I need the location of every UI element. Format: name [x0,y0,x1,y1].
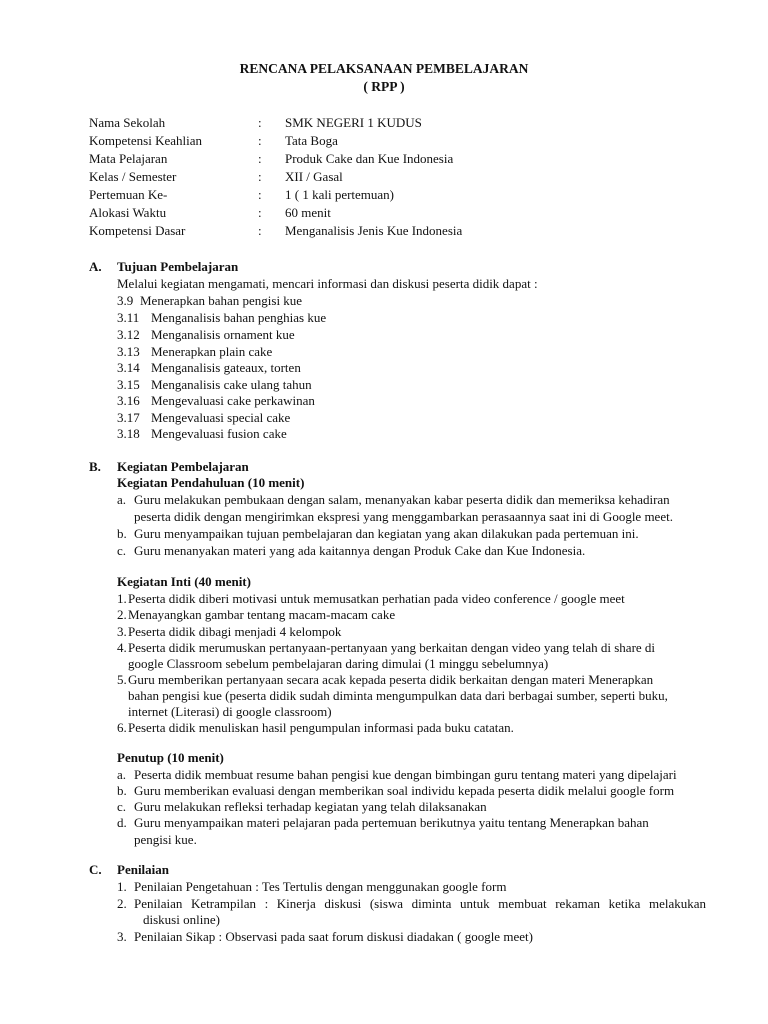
list-item-line: Peserta didik membuat resume bahan pengisi kue dengan bimbingan guru tentang materi yang dipelajari [134,767,677,782]
list-item-line: Peserta didik menuliskan hasil pengumpulan informasi pada buku catatan. [128,720,514,735]
list-item-line: peserta didik dengan mengirimkan ekspresi yang menggambarkan perasaannya saat ini di Google meet. [134,509,673,524]
identity-value: SMK NEGERI 1 KUDUS [285,115,422,130]
identity-colon: : [258,223,262,238]
list-marker: 1. [117,591,127,606]
list-marker: a. [117,767,127,782]
list-item-line: Guru memberikan evaluasi dengan memberikan soal individu kepada peserta didik melalui google form [134,783,675,798]
section-letter: C. [89,862,102,877]
objective-text: Menganalisis ornament kue [151,327,295,342]
list-item-line: Peserta didik merumuskan pertanyaan-pertanyaan yang berkaitan dengan video yang telah di share di [128,640,656,655]
list-item-line: internet (Literasi) di google classroom) [128,704,332,719]
objective-text: Mengevaluasi special cake [151,410,291,425]
list-marker: c. [117,543,127,558]
section-intro: Melalui kegiatan mengamati, mencari informasi dan diskusi peserta didik dapat : [117,276,538,291]
identity-colon: : [258,169,262,184]
list-item-line: Guru melakukan refleksi terhadap kegiatan yang telah dilaksanakan [134,799,487,814]
list-item-line: Guru menanyakan materi yang ada kaitannya dengan Produk Cake dan Kue Indonesia. [134,543,586,558]
list-item-line: bahan pengisi kue (peserta didik sudah diminta mengumpulkan data dari berbagai sumber, seperti buku, [128,688,668,703]
list-item-line: diskusi online) [143,912,220,927]
subsection-heading-penutup: Penutup (10 menit) [117,750,224,765]
list-marker: b. [117,526,127,541]
list-marker: 4. [117,640,127,655]
identity-value: 1 ( 1 kali pertemuan) [285,187,395,202]
subsection-heading-inti: Kegiatan Inti (40 menit) [117,574,251,589]
identity-label: Kelas / Semester [89,169,177,184]
objective-text: Mengevaluasi cake perkawinan [151,393,315,408]
identity-label: Kompetensi Dasar [89,223,186,238]
identity-colon: : [258,115,262,130]
list-marker: 1. [117,879,127,894]
objective-number: 3.17 [117,410,140,425]
list-item-line: Penilaian Pengetahuan : Tes Tertulis dengan menggunakan google form [134,879,507,894]
list-item-line: Guru menyampaikan materi pelajaran pada pertemuan berikutnya yaitu tentang Menerapkan bahan [134,815,649,830]
objective-text: Menganalisis bahan penghias kue [151,310,327,325]
document-subtitle: ( RPP ) [363,79,405,94]
objective-text: Menerapkan plain cake [151,344,273,359]
list-marker: 5. [117,672,127,687]
objective-text: Menerapkan bahan pengisi kue [140,293,303,308]
identity-colon: : [258,187,262,202]
section-heading: Kegiatan Pembelajaran [117,459,249,474]
identity-value: Menganalisis Jenis Kue Indonesia [285,223,463,238]
objective-text: Menganalisis cake ulang tahun [151,377,312,392]
identity-colon: : [258,133,262,148]
list-item-line: Peserta didik dibagi menjadi 4 kelompok [128,624,342,639]
list-item-line: Penilaian Ketrampilan : Kinerja diskusi (siswa diminta untuk membuat rekaman ketika melakukan [134,896,706,911]
list-item-line: Penilaian Sikap : Observasi pada saat forum diskusi diadakan ( google meet) [134,929,533,944]
list-marker: 2. [117,607,127,622]
identity-value: 60 menit [285,205,331,220]
objective-text: Menganalisis gateaux, torten [151,360,301,375]
identity-value: Produk Cake dan Kue Indonesia [285,151,454,166]
list-marker: b. [117,783,127,798]
list-marker: a. [117,492,127,507]
subsection-heading-pendahuluan: Kegiatan Pendahuluan (10 menit) [117,475,305,490]
list-item-line: google Classroom sebelum pembelajaran daring dimulai (1 minggu sebelumnya) [128,656,549,671]
section-letter: B. [89,459,101,474]
identity-label: Pertemuan Ke- [89,187,168,202]
objective-number: 3.9 [117,293,134,308]
list-item-line: Guru melakukan pembukaan dengan salam, menanyakan kabar peserta didik dan memeriksa kehadiran [134,492,670,507]
objective-number: 3.16 [117,393,140,408]
list-marker: 3. [117,624,127,639]
identity-label: Nama Sekolah [89,115,166,130]
identity-label: Kompetensi Keahlian [89,133,202,148]
objective-number: 3.18 [117,426,140,441]
identity-label: Alokasi Waktu [89,205,167,220]
list-marker: c. [117,799,127,814]
section-heading: Penilaian [117,862,170,877]
objective-number: 3.14 [117,360,140,375]
section-heading: Tujuan Pembelajaran [117,259,239,274]
identity-label: Mata Pelajaran [89,151,168,166]
list-marker: d. [117,815,127,830]
section-letter: A. [89,259,102,274]
list-marker: 3. [117,929,127,944]
list-marker: 2. [117,896,127,911]
list-item-line: Guru memberikan pertanyaan secara acak kepada peserta didik berkaitan dengan materi Menerapkan [128,672,654,687]
list-item-line: Menayangkan gambar tentang macam-macam cake [128,607,396,622]
objective-number: 3.12 [117,327,140,342]
identity-value: XII / Gasal [285,169,343,184]
identity-colon: : [258,205,262,220]
list-item-line: Guru menyampaikan tujuan pembelajaran dan kegiatan yang akan dilakukan pada pertemuan ini. [134,526,639,541]
identity-colon: : [258,151,262,166]
objective-text: Mengevaluasi fusion cake [151,426,287,441]
identity-value: Tata Boga [285,133,338,148]
document-title: RENCANA PELAKSANAAN PEMBELAJARAN [239,61,529,76]
objective-number: 3.13 [117,344,140,359]
objective-number: 3.15 [117,377,140,392]
list-item-line: pengisi kue. [134,832,197,847]
objective-number: 3.11 [117,310,140,325]
list-item-line: Peserta didik diberi motivasi untuk memusatkan perhatian pada video conference / google meet [128,591,625,606]
list-marker: 6. [117,720,127,735]
